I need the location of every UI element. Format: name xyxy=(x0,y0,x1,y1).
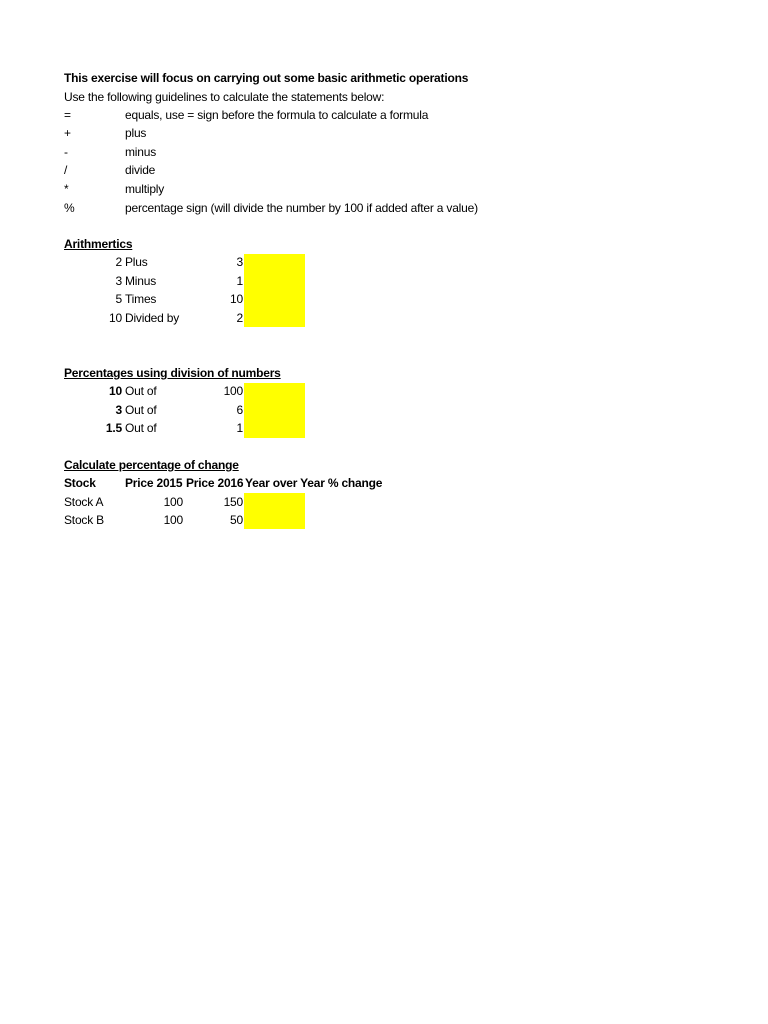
operand-a: 10 xyxy=(109,311,122,325)
operand-a: 2 xyxy=(115,255,122,269)
column-header-price-2015: Price 2015 xyxy=(125,476,183,490)
answer-cells-highlight[interactable] xyxy=(244,254,305,327)
exercise-heading: This exercise will focus on carrying out some basic arithmetic operations xyxy=(64,71,469,85)
operand-b: 3 xyxy=(236,255,243,269)
column-header-stock: Stock xyxy=(64,476,96,490)
operator-description: plus xyxy=(125,126,147,140)
answer-cells-highlight[interactable] xyxy=(244,383,305,438)
stock-name: Stock B xyxy=(64,513,104,527)
operator-description: minus xyxy=(125,145,157,159)
operation-label: Out of xyxy=(125,421,157,435)
price-2016: 50 xyxy=(230,513,243,527)
operator-symbol: * xyxy=(64,182,69,196)
operand-a: 3 xyxy=(115,274,122,288)
operator-symbol: % xyxy=(64,201,75,215)
operator-description: percentage sign (will divide the number by 100 if added after a value) xyxy=(125,201,478,215)
operand-b: 10 xyxy=(230,292,243,306)
operation-label: Out of xyxy=(125,384,157,398)
operator-symbol: + xyxy=(64,126,71,140)
column-header-price-2016: Price 2016 xyxy=(186,476,244,490)
answer-cells-highlight[interactable] xyxy=(244,493,305,529)
operator-description: divide xyxy=(125,163,156,177)
operator-description: equals, use = sign before the formula to calculate a formula xyxy=(125,108,429,122)
operation-label: Times xyxy=(125,292,157,306)
operand-b: 2 xyxy=(236,311,243,325)
operator-symbol: / xyxy=(64,163,68,177)
operand-a: 10 xyxy=(109,384,122,398)
operation-label: Divided by xyxy=(125,311,180,325)
operator-symbol: = xyxy=(64,108,71,122)
operator-symbol: - xyxy=(64,145,68,159)
change-title: Calculate percentage of change xyxy=(64,458,239,472)
operation-label: Out of xyxy=(125,403,157,417)
price-2015: 100 xyxy=(163,495,183,509)
operand-b: 1 xyxy=(236,421,243,435)
operand-b: 100 xyxy=(223,384,243,398)
guidelines-line: Use the following guidelines to calculate the statements below: xyxy=(64,90,385,104)
operand-a: 5 xyxy=(115,292,122,306)
operand-a: 1.5 xyxy=(105,421,122,435)
operator-description: multiply xyxy=(125,182,165,196)
price-2016: 150 xyxy=(223,495,243,509)
percentages-title: Percentages using division of numbers xyxy=(64,366,281,380)
stock-name: Stock A xyxy=(64,495,104,509)
operation-label: Plus xyxy=(125,255,148,269)
price-2015: 100 xyxy=(163,513,183,527)
column-header-yoy-change: Year over Year % change xyxy=(245,476,383,490)
operand-a: 3 xyxy=(115,403,122,417)
operand-b: 6 xyxy=(236,403,243,417)
operand-b: 1 xyxy=(236,274,243,288)
arithmetics-title: Arithmertics xyxy=(64,237,133,251)
operation-label: Minus xyxy=(125,274,157,288)
